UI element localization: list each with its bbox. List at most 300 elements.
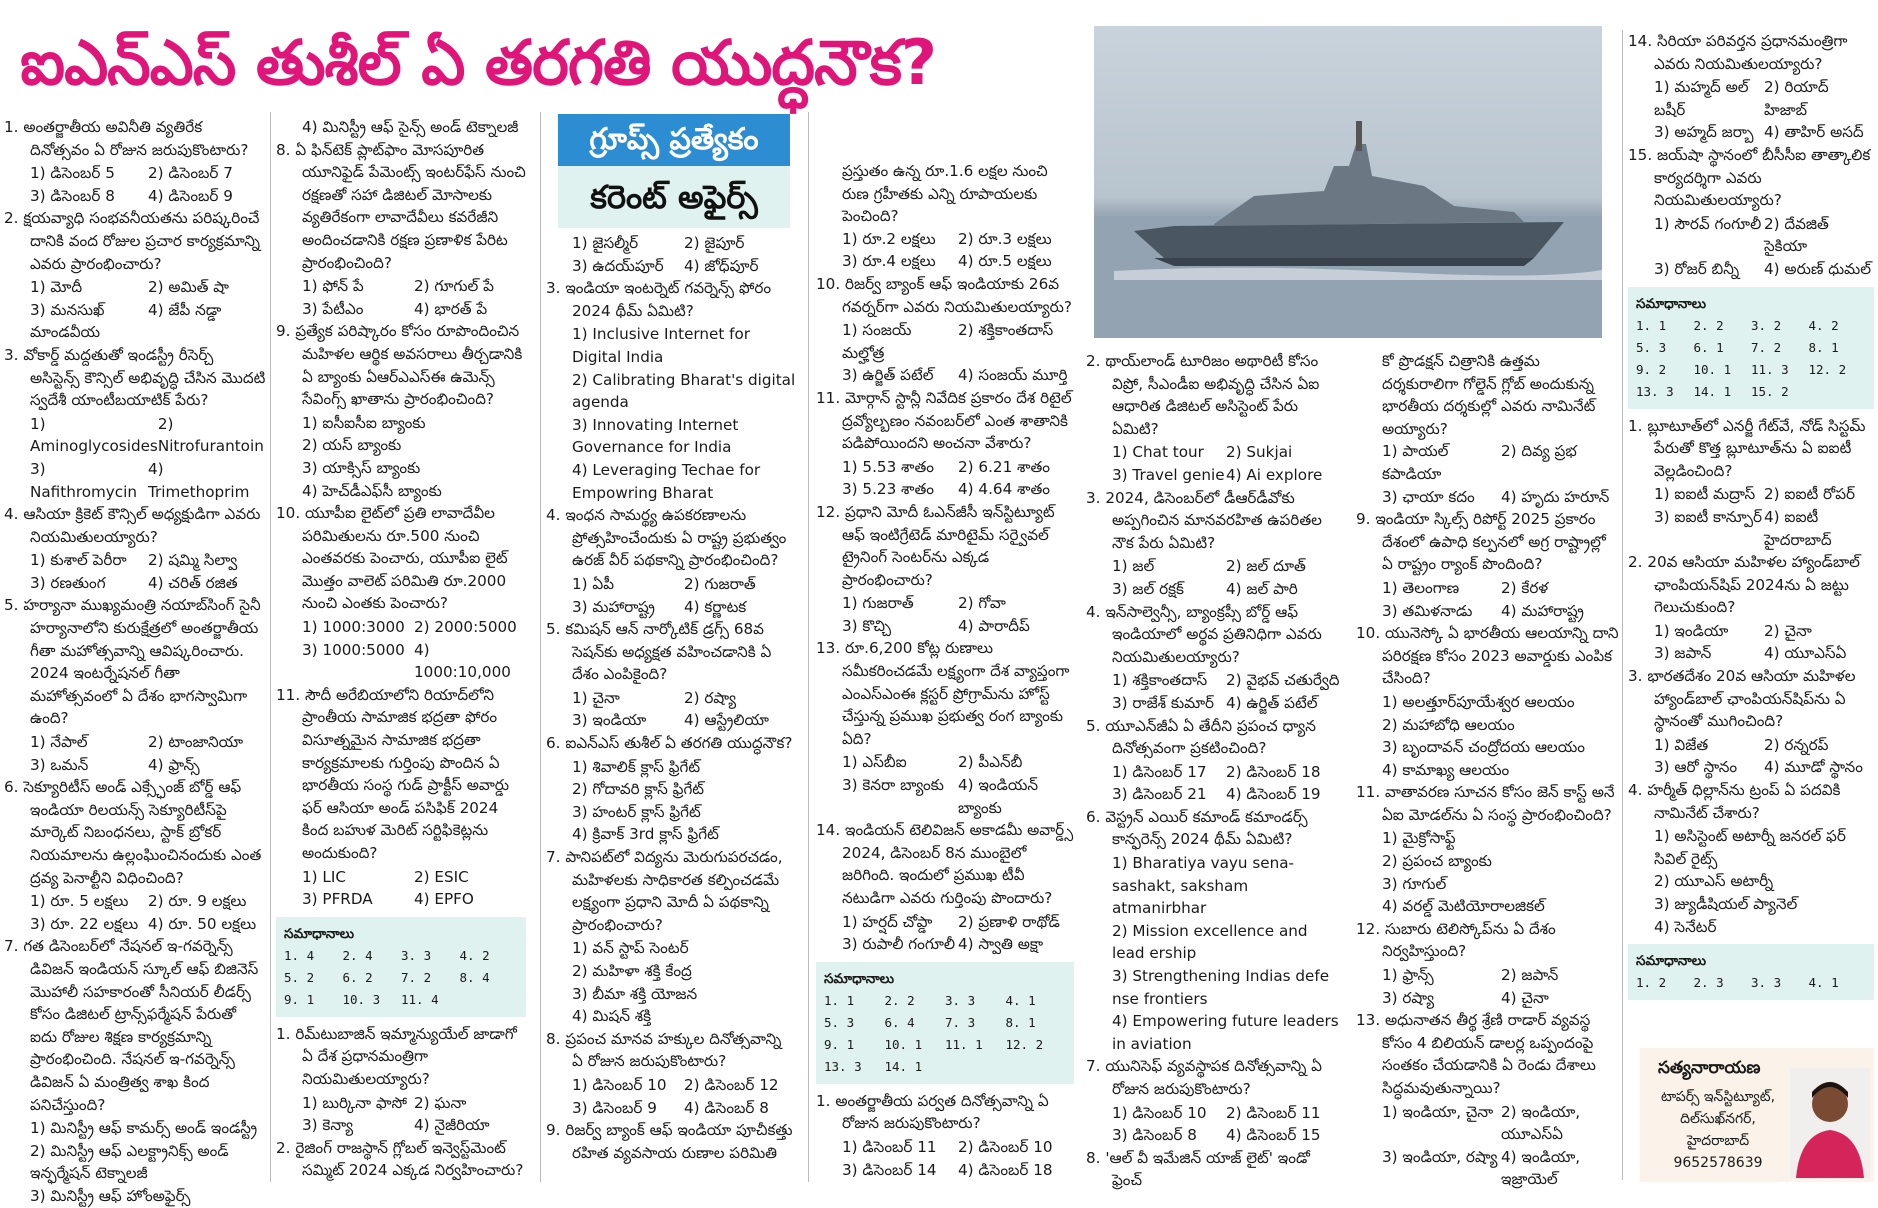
option: 1) ఫోన్ పే xyxy=(302,277,364,296)
question-block xyxy=(546,846,796,1028)
question-block xyxy=(816,387,1074,501)
option-row xyxy=(546,687,796,710)
warship-photo xyxy=(1094,26,1602,338)
question-text: 13. రూ.6,200 కోట్ల రుణాలు సమీకరించడమే లక్ష్యంగా దేశ వ్యాప్తంగా ఎంఎస్ఎంఈ క్లస్టర్ ప్రోగ్రామ్‌ను హోస్ట్ చేస్తున్న ప్రముఖ ప్రభుత్వ రంగ బ్యాంకు ఏది? xyxy=(816,639,1070,748)
question-text: 10. యూపీఐ లైట్‌లో ప్రతి లావాదేవీల పరిమితులను రూ.500 నుంచి ఎంతవరకు పెంచారు, యూపీఐ లైట్ మొత్తం వాలెట్ పరిమితి రూ.2000 నుంచి ఎంతకు పెంచారు? xyxy=(276,504,508,613)
option: 3) రూ. 22 లక్షలు xyxy=(30,914,139,933)
option-row xyxy=(1628,756,1874,779)
option: 2) ESIC xyxy=(414,867,469,886)
option: 1) Bharatiya vayu sena-sashakt, saksham atmanirbhar xyxy=(1112,854,1295,918)
option: 2) రూ. 9 లక్షలు xyxy=(148,892,247,911)
answer-item: 11. 3 xyxy=(1751,361,1789,377)
option: 4) ఐఐటీ హైదరాబాద్ xyxy=(1764,507,1832,549)
option: 2) గూగుల్ పే xyxy=(414,277,494,296)
answers-box xyxy=(816,962,1074,1084)
question-text: 1. అంతర్జాతీయ అవినీతి వ్యతిరేక దినోత్సవం ఏ రోజున జరుపుకొంటారు? xyxy=(4,118,249,159)
answers-title: సమాధానాలు xyxy=(1636,295,1706,312)
question-block xyxy=(816,160,1074,228)
option: 2) చైనా xyxy=(1764,621,1812,640)
option: 1) జల్ xyxy=(1112,557,1155,576)
option: 1) డిసెంబర్ 10 xyxy=(572,1075,667,1094)
answer-item: 6. 4 xyxy=(884,1014,915,1030)
option: 1) తెలంగాణ xyxy=(1382,578,1460,597)
option: 1) బుర్కినా ఫాసో xyxy=(302,1093,407,1112)
question-block xyxy=(1086,715,1340,806)
answer-item: 3. 3 xyxy=(945,992,976,1008)
option-row xyxy=(276,275,526,298)
question-block xyxy=(816,273,1074,387)
answer-item: 3. 2 xyxy=(1751,317,1782,333)
author-info xyxy=(1648,1086,1788,1174)
option-row xyxy=(1356,600,1620,623)
option-row xyxy=(1356,964,1620,987)
option-row xyxy=(816,933,1074,956)
option-row xyxy=(1086,783,1340,806)
option: 4) ఆస్ట్రేలియా xyxy=(684,711,769,730)
option: 3) రష్యా xyxy=(1382,988,1435,1007)
option: 2) యస్ బ్యాంకు xyxy=(302,436,402,455)
question-block xyxy=(816,501,1074,638)
option: 1) ఐఐటీ మద్రాస్ xyxy=(1654,485,1756,504)
option-row xyxy=(4,754,266,777)
option: 3) కెనరా బ్యాంకు xyxy=(842,776,944,795)
option: 4) క్రివాక్ 3rd క్లాస్ ఫ్రిగేట్ xyxy=(572,825,719,844)
option: 2) అమిత్ షా xyxy=(148,278,229,297)
option-row xyxy=(4,549,266,572)
option: 3) హంటర్ క్లాస్ ఫ్రిగేట్ xyxy=(572,802,701,821)
question-text: 8. ప్రపంచ మానవ హక్కుల దినోత్సవాన్ని ఏ రోజున జరుపుకొంటారు? xyxy=(546,1029,782,1071)
option-row xyxy=(546,255,796,278)
option: 1) జైసల్మీర్ xyxy=(572,234,639,252)
column-1 xyxy=(4,116,266,1205)
option: 1) మోదీ xyxy=(30,278,83,297)
author-name: సత్యనారాయణ xyxy=(1658,1058,1761,1078)
answer-item: 14. 1 xyxy=(884,1058,923,1074)
option-row xyxy=(1628,506,1874,551)
option: 3) కెన్యా xyxy=(302,1116,354,1135)
option: 1) ఐసీఐసీఐ బ్యాంకు xyxy=(302,413,426,432)
badge-bottom: కరెంట్ అఫైర్స్ xyxy=(590,178,758,216)
option-row xyxy=(546,573,796,596)
option: 4) 4.64 శాతం xyxy=(958,480,1050,499)
option: 1) శక్తికాంతదాస్ xyxy=(1112,671,1208,690)
option: 4) హెచ్‌డీఎఫ్‌సీ బ్యాంకు xyxy=(302,481,442,500)
option: 1) ఏపీ xyxy=(572,574,615,593)
question-block xyxy=(276,116,526,139)
option: 4) Empowering future leaders in aviation xyxy=(1112,1012,1339,1053)
option: 2) ఇండియా, యూఎస్ఏ xyxy=(1501,1102,1581,1144)
option: 3) మహారాష్ట్ర xyxy=(572,597,655,616)
question-text: 9. ప్రత్యేక పరిష్కారం కోసం రూపొందించిన మహిళల ఆర్థిక అవసరాలు తీర్చడానికి ఏ బ్యాంకు ఏఆర్ఎఎస్ఈ ఉమెన్స్ సేవింగ్స్ ఖాతాను ప్రారంభించింది? xyxy=(276,322,523,409)
option: 4) యూఎస్ఏ xyxy=(1764,644,1847,663)
option: 3) రాజేశ్ కుమార్ xyxy=(1112,693,1215,712)
option: 3) 5.23 శాతం xyxy=(842,480,934,499)
question-block xyxy=(1086,1055,1340,1146)
option: 4) చైనా xyxy=(1501,988,1549,1007)
option: 4) రూ.5 లక్షలు xyxy=(958,252,1052,271)
option: 1) LIC xyxy=(302,867,346,886)
option: 3) ఒమన్ xyxy=(30,755,89,774)
option: 3) గూగుల్ xyxy=(1382,874,1447,893)
question-block xyxy=(546,618,796,732)
question-text: 8. ఏ ఫిన్‌టెక్ ప్లాట్‌ఫాం మోసపూరిత యూనిఫైడ్ పేమెంట్స్ ఇంటర్‌ఫేస్ నుంచి రక్షణతో సహా డిజిటల్ మోసాలకు వ్యతిరేకంగా లావాదేవీలు కవరేజీని అందించడానికి రక్షణ ప్రణాళిక పేరిట ప్రారంభించింది? xyxy=(276,140,526,272)
option-row xyxy=(546,596,796,619)
question-block xyxy=(1356,622,1620,781)
question-block xyxy=(1086,487,1340,601)
answer-item: 7. 2 xyxy=(401,969,432,985)
option-row xyxy=(546,709,796,732)
option: 3) Strengthening Indias defe nse frontiers xyxy=(1112,967,1330,1008)
answer-item: 11. 1 xyxy=(945,1036,983,1052)
question-block xyxy=(546,1028,796,1119)
option: 1) శివాలిక్ క్లాస్ ఫ్రిగేట్ xyxy=(572,757,701,776)
option: 3) బృందావన్ చంద్రోదయ ఆలయం xyxy=(1382,738,1585,757)
option-row xyxy=(546,1097,796,1120)
question-block xyxy=(1356,781,1620,918)
badge-top: గ్రూప్స్ ప్రత్యేకం xyxy=(558,114,790,166)
answer-item: 9. 2 xyxy=(1636,361,1667,377)
option: 2) డిసెంబర్ 10 xyxy=(958,1137,1053,1156)
option: 2) గోదావరి క్లాస్ ఫ్రిగేట్ xyxy=(572,780,705,799)
option: 3) Nafithromycin xyxy=(30,459,137,501)
question-block xyxy=(546,232,796,277)
option: 4) జల్ పారి xyxy=(1226,579,1298,598)
question-text: 1. బ్లూటూత్‌లో ఎనర్జీ గేట్‌వే, నోడ్ సిస్టమ్ పేరుతో కొత్త బ్లూటూత్‌ను ఏ ఐఐటీ వెల్లడించింది? xyxy=(1628,416,1866,480)
option: 2) 6.21 శాతం xyxy=(958,457,1050,476)
option: 1) మైక్రోసాఫ్ట్ xyxy=(1382,829,1456,848)
option: 4) కర్ణాటక xyxy=(684,597,747,616)
column-4 xyxy=(816,160,1074,1184)
option: 3) డిసెంబర్ 9 xyxy=(572,1098,657,1117)
question-text: 1. రిమ్‌టుబాజిన్ ఇమ్మాన్యుయేల్ జాడాగో ఏ దేశ ప్రధానమంత్రిగా నియమితులయ్యారు? xyxy=(276,1024,517,1088)
column-2 xyxy=(276,116,526,1184)
option-row xyxy=(1086,692,1340,715)
answer-item: 7. 2 xyxy=(1751,339,1782,355)
option: 2) ప్రణాళి రాథోడ్ xyxy=(958,912,1060,931)
option: 3) డిసెంబర్ 21 xyxy=(1112,785,1207,804)
option-row xyxy=(1086,441,1340,464)
question-text: 10. రిజర్వ్ బ్యాంక్ ఆఫ్ ఇండియాకు 26వ గవర్నర్‌గా ఎవరు నియమితులయ్యారు? xyxy=(816,274,1072,316)
option: 2) మహిళా శక్తి కేంద్ర xyxy=(572,962,692,980)
question-text: 2. థాయ్‌లాండ్ టూరిజం అథారిటీ కోసం విప్రో, సీఎండీఐ అభివృద్ధి చేసిన ఏఐ ఆధారిత డిజిటల్ అసిస్టెంట్ పేరు ఏమిటి? xyxy=(1086,352,1320,438)
option: 1) Chat tour xyxy=(1112,443,1204,462)
question-block xyxy=(4,503,266,594)
author-photo xyxy=(1790,1068,1870,1178)
option: 2) డిసెంబర్ 12 xyxy=(684,1075,779,1094)
option: 1) మహ్మద్ అల్ బషీర్ xyxy=(1654,78,1749,119)
option: 2) టాంజానియా xyxy=(148,733,244,752)
option-row xyxy=(1628,213,1874,258)
question-text: 9. రిజర్వ్ బ్యాంక్ ఆఫ్ ఇండియా పూచీకత్తు రహిత వ్యవసాయ రుణాల పరిమితి xyxy=(546,1121,793,1162)
question-block xyxy=(276,139,526,321)
question-text: 14. సిరియా పరివర్తన ప్రధానమంత్రిగా ఎవరు నియమితులయ్యారు? xyxy=(1628,32,1848,73)
question-block xyxy=(1628,30,1874,144)
question-block xyxy=(276,1137,526,1182)
column-7 xyxy=(1628,30,1874,1042)
question-text: 6. వెస్ట్రన్ ఎయిర్ కమాండ్ కమాండర్స్ కాన్ఫరెన్స్ 2024 థీమ్ ఏమిటి? xyxy=(1086,807,1308,849)
question-block xyxy=(1628,551,1874,665)
answer-item: 1. 1 xyxy=(1636,317,1667,333)
option: 1) ఫ్రాన్స్ xyxy=(1382,966,1434,985)
option: 1) Aminoglycosides xyxy=(30,414,158,456)
option: 1) కుశాల్ పెరీరా xyxy=(30,551,127,570)
option-row xyxy=(276,866,526,889)
option-row xyxy=(1356,486,1620,509)
question-block xyxy=(4,207,266,344)
option: 3) యాక్సిస్ బ్యాంకు xyxy=(302,458,421,477)
question-block xyxy=(276,502,526,684)
answer-item: 2. 4 xyxy=(342,947,373,963)
answers-title: సమాధానాలు xyxy=(284,925,354,942)
option: 4) సెనేటర్ xyxy=(1654,917,1717,936)
answers-box xyxy=(276,917,526,1017)
option-row xyxy=(4,299,266,344)
option: 3) ఉర్జిత్ పటేల్ xyxy=(842,366,934,385)
person-icon xyxy=(1790,1068,1870,1178)
question-block xyxy=(4,344,266,503)
question-text: 2. 20వ ఆసియా మహిళల హ్యాండ్‌బాల్ ఛాంపియన్‌షిప్ 2024ను ఏ జట్టు గెలుచుకుంది? xyxy=(1628,553,1860,617)
answer-item: 8. 1 xyxy=(1005,1014,1036,1030)
option: 3) రోజర్ బిన్నీ xyxy=(1654,259,1740,278)
option: 3) రుపాలీ గంగూలీ xyxy=(842,935,955,954)
option: 3) Travel genie xyxy=(1112,465,1225,484)
option-row xyxy=(1086,761,1340,784)
question-text: 11. మోర్గాన్ స్టాన్లీ నివేదిక ప్రకారం దేశ రిటైల్ ద్రవ్యోల్బణం నవంబర్‌లో ఎంత శాతానికి పడిపోయిందని అంచనా వేశారు? xyxy=(816,388,1072,453)
question-block xyxy=(1086,806,1340,1056)
option: 2) యూఎస్ అటార్నీ xyxy=(1654,872,1774,891)
answer-item: 5. 3 xyxy=(1636,339,1667,355)
question-text: 6. సెక్యూరిటీస్ అండ్ ఎక్స్ఛేంజ్ బోర్డ్ ఆఫ్ ఇండియా రిలయన్స్ సెక్యూరిటీస్‌పై మార్కెట్ నిబంధనలు, స్టాక్ బ్రోకర్ నియమాలను ఉల్లంఘించినందుకు ఎంత ద్రవ్య పెనాల్టీని విధించింది? xyxy=(4,778,262,887)
option-row xyxy=(4,913,266,936)
option-row xyxy=(1628,620,1874,643)
answer-item: 1. 2 xyxy=(1636,975,1667,991)
question-text: 6. ఐఎన్ఎస్ తుశీల్ ఏ తరగతి యుద్ధనౌక? xyxy=(546,734,793,753)
question-block xyxy=(816,1090,1074,1181)
option-row xyxy=(816,911,1074,934)
answer-item: 7. 3 xyxy=(945,1014,976,1030)
option: 2) రన్నరప్ xyxy=(1764,735,1829,754)
answer-item: 8. 1 xyxy=(1808,339,1839,355)
option: 4) మిషన్ శక్తి xyxy=(572,1007,652,1026)
option: 3) మినిస్ట్రీ ఆఫ్ హోంఅఫైర్స్ xyxy=(30,1186,191,1205)
option: 3) రూ.4 లక్షలు xyxy=(842,252,936,271)
option: 3) రణతుంగ xyxy=(30,573,106,592)
option: 4) ఇండియన్ బ్యాంకు xyxy=(958,776,1039,817)
option: 4) ఇండియా, ఇజ్రాయెల్ xyxy=(1501,1147,1581,1189)
option: 4) జోధ్‌పూర్ xyxy=(684,256,759,275)
option-row xyxy=(816,1159,1074,1182)
option: 4) చరిత్ రజిత xyxy=(148,573,238,592)
question-block xyxy=(816,819,1074,956)
option-row xyxy=(1356,440,1620,485)
option: 1) అసిస్టెంట్ అటార్నీ జనరల్ ఫర్ సివిల్ రైట్స్ xyxy=(1654,827,1846,868)
option-row xyxy=(816,478,1074,501)
option: 4) హృదు హరూన్ xyxy=(1501,487,1610,506)
option: 1) ఇండియా, చైనా xyxy=(1382,1102,1494,1121)
option-row xyxy=(276,888,526,911)
option: 4) ఉర్జిత్ పటేల్ xyxy=(1226,693,1318,712)
option-row xyxy=(4,731,266,754)
question-text: 2. క్షయవ్యాధి సంభవనీయతను పరిష్కరించే దానికి వంద రోజుల ప్రచార కార్యక్రమాన్ని ఎవరు ప్రారంభించారు? xyxy=(4,209,261,273)
option-row xyxy=(1628,483,1874,506)
option-row xyxy=(1628,76,1874,121)
option: 1) 1000:3000 xyxy=(302,618,405,637)
option: 1) హర్షద్ చోప్డా xyxy=(842,912,933,931)
option: 1) అలత్తూర్‌పూయేశ్వర ఆలయం xyxy=(1382,692,1575,711)
option: 4) Ai explore xyxy=(1226,465,1323,484)
option: 2) Nitrofurantoin xyxy=(157,414,264,456)
question-text: 14. ఇండియన్ టెలివిజన్ అకాడమీ అవార్డ్స్ 2024, డిసెంబర్ 8న ముంబైలో జరిగింది. ఇందులో ప్రముఖ టీవీ నటుడిగా ఎవరు గుర్తింపు పొందారు? xyxy=(816,821,1074,907)
option: 4) వరల్డ్ మెటియోరాలజికల్ xyxy=(1382,897,1545,916)
option: 2) రూ.3 లక్షలు xyxy=(958,229,1052,248)
answer-item: 13. 3 xyxy=(1636,383,1674,399)
option-row xyxy=(276,616,526,639)
question-block xyxy=(816,637,1074,819)
answer-item: 6. 2 xyxy=(342,969,373,985)
option: 2) ప్రపంచ బ్యాంకు xyxy=(1382,852,1492,871)
option: 4) అరుణ్ ధుమల్ xyxy=(1764,259,1872,278)
question-block xyxy=(276,1023,526,1137)
option: 4) మూడో స్థానం xyxy=(1764,758,1863,777)
option-row xyxy=(816,319,1074,364)
question-block xyxy=(546,1119,796,1164)
answers-box xyxy=(1628,287,1874,409)
question-block xyxy=(1356,1009,1620,1191)
question-block xyxy=(1086,1147,1340,1192)
question-text: 4. ఇంధన సామర్థ్య ఉపకరణాలను ప్రోత్సహించేందుకు ఏ రాష్ట్ర ప్రభుత్వం ఉరజ్ వీర్ పథకాన్ని ప్రారంభించింది? xyxy=(546,506,787,570)
option: 3) కొచ్చి xyxy=(842,616,892,635)
option: 2) పీఎన్‌బీ xyxy=(958,753,1023,772)
option-row xyxy=(1086,669,1340,692)
answer-item: 12. 2 xyxy=(1808,361,1847,377)
option: 1) 5.53 శాతం xyxy=(842,457,934,476)
option: 4) మహారాష్ట్ర xyxy=(1501,601,1584,620)
question-block xyxy=(816,228,1074,273)
option: 4) EPFO xyxy=(414,890,474,909)
option: 1) సౌరవ్ గంగూలీ xyxy=(1654,214,1762,233)
option: 2) దివ్య ప్రభ xyxy=(1501,442,1577,461)
column-3 xyxy=(546,232,796,1184)
option: 1) Inclusive Internet for Digital India xyxy=(572,325,751,366)
option: 3) ఐఐటీ కాన్పూర్ xyxy=(1654,507,1763,526)
answer-item: 2. 2 xyxy=(884,992,915,1008)
option: 4) తాహిర్ అసద్ xyxy=(1764,123,1864,142)
question-block xyxy=(1086,601,1340,715)
question-block xyxy=(4,116,266,207)
answer-item: 10. 1 xyxy=(884,1036,923,1052)
option-row xyxy=(1086,464,1340,487)
option: 1) సంజయ్ మల్హోత్ర xyxy=(842,321,912,362)
option: 2) డిసెంబర్ 11 xyxy=(1226,1103,1321,1122)
option: 3) Innovating Internet Governance for India xyxy=(572,415,739,457)
answer-item: 3. 3 xyxy=(401,947,432,963)
option: 2) Sukjai xyxy=(1226,443,1293,462)
question-block xyxy=(546,732,796,846)
option-row xyxy=(816,774,1074,819)
option: 3) పేటీఎం xyxy=(302,299,364,318)
option: 2) కేరళ xyxy=(1501,578,1549,597)
option: 2) గోవా xyxy=(958,594,1006,613)
question-block xyxy=(1086,350,1340,487)
answer-item: 3. 3 xyxy=(1751,975,1782,991)
answer-item: 9. 1 xyxy=(824,1036,855,1052)
answer-item: 5. 2 xyxy=(284,969,315,985)
answer-item: 4. 2 xyxy=(459,947,490,963)
option: 1) మినిస్ట్రీ ఆఫ్ కామర్స్ అండ్ ఇండస్ట్రీ xyxy=(30,1119,258,1138)
option-row xyxy=(276,298,526,321)
answer-item: 6. 1 xyxy=(1693,339,1724,355)
answers-box xyxy=(1628,944,1874,1000)
option-row xyxy=(816,615,1074,638)
option: 2) దేవజిత్ సైకియా xyxy=(1764,214,1829,256)
answer-item: 4. 1 xyxy=(1808,975,1839,991)
answer-item: 14. 1 xyxy=(1693,383,1732,399)
option-row xyxy=(1086,555,1340,578)
column-5 xyxy=(1086,350,1340,1190)
question-block xyxy=(1356,440,1620,508)
option-row xyxy=(816,228,1074,251)
option: 4) నైజీరియా xyxy=(414,1116,490,1135)
answer-item: 8. 4 xyxy=(459,969,490,985)
option: 4) 1000:10,000 xyxy=(414,640,511,682)
option: 2) 2000:5000 xyxy=(414,618,517,637)
option-row xyxy=(816,456,1074,479)
answer-item: 4. 1 xyxy=(1005,992,1036,1008)
option-row xyxy=(1086,578,1340,601)
answer-item: 12. 2 xyxy=(1005,1036,1044,1052)
option-row xyxy=(4,413,266,458)
answers-title: సమాధానాలు xyxy=(824,970,894,987)
author-box xyxy=(1640,1048,1874,1182)
question-block xyxy=(1628,779,1874,938)
option: 4) డిసెంబర్ 9 xyxy=(148,186,233,205)
question-text: 5. యూఎన్‌జీఏ ఏ తేదీని ప్రపంచ ధ్యాన దినోత్సవంగా ప్రకటించింది? xyxy=(1086,716,1316,758)
answer-item: 10. 1 xyxy=(1693,361,1732,377)
option: 3) ఆరో స్థానం xyxy=(1654,758,1738,777)
option: 3) ఇండియా, రష్యా xyxy=(1382,1147,1498,1166)
option: 3) ఛాయా కదం xyxy=(1382,487,1475,506)
option-row xyxy=(546,232,796,255)
option: 4) మినిస్ట్రీ ఆఫ్ సైన్స్ అండ్ టెక్నాలజీ xyxy=(302,118,519,136)
option-row xyxy=(1356,1101,1620,1146)
question-block xyxy=(4,776,266,935)
option: 4) డిసెంబర్ 18 xyxy=(958,1160,1053,1179)
answer-item: 1. 4 xyxy=(284,947,315,963)
option: 4) Trimethoprim xyxy=(148,459,250,501)
option-row xyxy=(1356,577,1620,600)
option: 2) శక్తికాంతదాస్ xyxy=(958,321,1054,340)
option-row xyxy=(1628,258,1874,281)
option-row xyxy=(4,162,266,185)
option-row xyxy=(276,1114,526,1137)
column-6 xyxy=(1356,350,1620,1189)
answer-item: 11. 4 xyxy=(401,991,439,1007)
option: 2) Mission excellence and lead ership xyxy=(1112,921,1308,963)
author-phone: 9652578639 xyxy=(1673,1155,1763,1171)
question-block xyxy=(1356,508,1620,622)
question-text: 3. వోకార్డ్ మద్దతుతో ఇండస్ట్రీ రీసెర్చ్ అసిస్టెన్స్ కౌన్సిల్ అభివృద్ధి చేసిన మొదటి స్వదేశీ యాంటీబయాటిక్ పేరు? xyxy=(4,345,266,410)
question-text: 4. ఇన్‌సాల్వెన్సీ, బ్యాంక్రప్సీ బోర్డ్ ఆఫ్ ఇండియాలో అర్థవ ప్రతినిధిగా ఎవరు నియమితులయ్యారు? xyxy=(1086,602,1322,666)
option: 2) Calibrating Bharat's digital agenda xyxy=(572,370,796,412)
option: 4) డిసెంబర్ 19 xyxy=(1226,785,1321,804)
question-text: 9. ఇండియా స్కిల్స్ రిపోర్ట్ 2025 ప్రకారం దేశంలో ఉపాధి కల్పనలో అగ్ర రాష్ట్రాల్లో ఏ రాష్ట్రం ర్యాంక్ పొందింది? xyxy=(1356,510,1606,574)
question-text: 7. గత డిసెంబర్‌లో నేషనల్ ఇ-గవర్నెన్స్ డివిజన్ ఇండియన్ స్కూల్ ఆఫ్ బిజినెస్ మొహాలీ సహకారంతో సీనియర్ లీడర్స్ కోసం డిజిటల్ ట్రాన్స్‌ఫర్మేషన్ పేరుతో ఐదు రోజుల శిక్షణ కార్యక్రమాన్ని ప్రారంభించింది. నేషనల్ ఇ-గవర్నెన్స్ డివిజన్ ఏ మంత్రిత్వ శాఖ కింద పనిచేస్తుంది? xyxy=(4,937,259,1114)
question-text: 13. అధునాతన తీర్థ శ్రేణి రాడార్ వ్యవస్థ కోసం 4 బిలియన్ డాలర్ల ఒప్పందంపై సంతకం చేయడానికి ఏ రెండు దేశాలు సిద్ధమవుతున్నాయి? xyxy=(1356,1011,1596,1097)
question-block xyxy=(546,504,796,618)
option-row xyxy=(1628,642,1874,665)
option: 1) పాయల్ కపాడియా xyxy=(1382,442,1449,483)
answer-item: 2. 3 xyxy=(1693,975,1724,991)
